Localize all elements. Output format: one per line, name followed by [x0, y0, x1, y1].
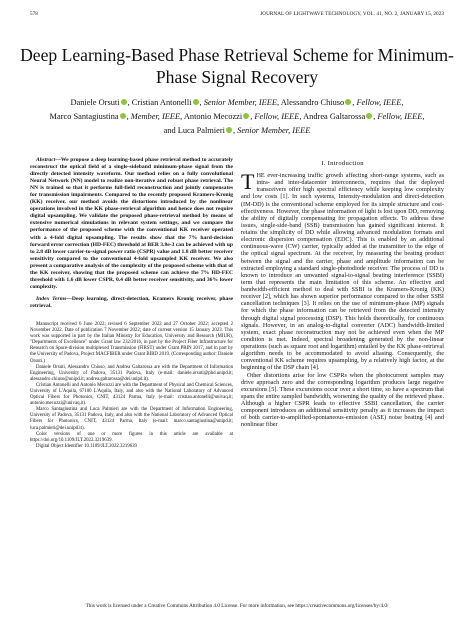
- orcid-icon[interactable]: [243, 113, 249, 119]
- abstract-text: —We propose a deep learning-based phase retrieval method to accurately reconstruct the optical field of a single-sideband minimum-phase signal from the directly detected intensity waveform. Our method relies on a fully convolutional Neural Network (NN) model to realize non-iterative and robust phase retrieval. The NN is trained so that it performs full-field reconstruction and jointly compensates for transmission impairments. Compared to the recently proposed Kramers-Kronig (KK) receiver, our method avoids the distortions introduced by the nonlinear operations involved in the KK phase-retrieval algorithm and hence does not require digital upsampling. We validate the proposed phase-retrieval method by means of extensive numerical simulations in relevant system settings, and we compare the performance of the proposed scheme with the conventional KK receiver operated with a 4-fold digital upsampling. The results show that the 7% hard-decision forward error correction (HD-FEC) threshold at BER 3.8e-3 can be achieved with up to 2.8 dB lower carrier-to-signal power ratio (CSPR) value and 1.8 dB better receiver sensitivity compared to the conventional 4-fold upsampled KK receiver. We also present a comparative analysis of the complexity of the proposed scheme with that of the KK receiver, showing that the proposed scheme can achieve the 7% HD-FEC threshold with 1.6 dB lower CSPR, 0.4 dB better receiver sensitivity, and 36% lower complexity.: [30, 157, 233, 290]
- author-affiliation: Member, IEEE: [130, 112, 181, 121]
- footnote-affiliation: Daniele Orsuti, Alessandro Chiuso, and Andrea Galtarossa are with the Department of Information Engineering, University of Padova, 35131 Padova, Italy (e-mail: daniele.orsuti@phd.unipd.it; alessandro.chiuso@unipd.it; andrea.galtarossa@dei.unipd.it).: [30, 364, 233, 382]
- orcid-icon[interactable]: [121, 99, 127, 105]
- index-terms: [30, 296, 233, 310]
- author-name: Antonio Mecozzi: [183, 112, 243, 121]
- author-affiliation: Fellow, IEEE: [254, 112, 300, 121]
- abstract-label: Abstract: [36, 157, 56, 163]
- footnote-affiliation: Cristian Antonelli and Antonio Mecozzi are with the Department of Physical and Chemical Sciences, University of L'Aquila, 67100 L'Aquila, Italy, and also with the National Laboratory of Advanced Optical Fibers for Photonics, CNIT, 43124 Parma, Italy (e-mail: cristian.antonelli@univaq.it; antonio.mecozzi@univaq.it).: [30, 382, 233, 407]
- intro-text: HE ever-increasing traffic growth affecting short-range systems, such as intra- and inter-datacenter interconnects, requires that the deployed transceivers offer high spectral efficiency while keeping low complexity and low costs [1]. In such systems, Intensity-modulation and direct-detection (IM-DD) is the conventional scheme employed for its simple structure and cost-effectiveness. However, the phase information of light is lost upon DD, removing the ability of digitally compensating for propagation effects. To address these issues, single-side-band (SSB) transmission has gained significant interest. It retains the simplicity of DD while allowing advanced modulation formats and electronic dispersion compensation (EDC). This is enabled by an additional continuous-wave (CW) carrier, typically added at the transmitter to the edge of the optical signal spectrum. At the receiver, by measuring the beating product between the signal and the carrier, phase and amplitude information can be extracted employing a standard single-photodiode receiver. The process of DD is known to introduce an unwanted signal-to-signal beating interference (SSBI) term that represents the main limitation of this scheme. An effective and bandwidth-efficient method to deal with SSBI is the Kramers-Kronig (KK) receiver [2], which has shown superior performance compared to the other SSBI cancellation techniques [3]. It relies on the use of minimum-phase (MP) signals for which the phase information can be retrieved from the detected intensity through digital signal processing (DSP). This holds theoretically, for continuous signals. However, in an analog-to-digital converter (ADC) bandwidth-limited system, exact phase reconstruction may not be achieved even when the MP condition is met. Indeed, spectral broadening generated by the non-linear operations (such as square root and logarithm) entailed by the KK phase-retrieval algorithm needs to be accommodated to avoid aliasing. Consequently, the conventional KK scheme requires upsampling, by a relatively high factor, at the beginning of the DSP chain [4].: [241, 172, 444, 372]
- author-list: [20, 96, 454, 138]
- footnote-doi: Digital Object Identifier 10.1109/JLT.2022.3219639: [36, 443, 137, 449]
- author-affiliation: Senior Member, IEEE: [237, 126, 311, 135]
- footnote-manuscript: Manuscript received 6 June 2022; revised 6 September 2022 and 27 October 2022; accepted 2 November 2022. Date of publication 7 November 2022; date of current version 15 January 2023. This work was supported in part by the Italian Ministry for Education, University and Research (MIUR), "Departments of Excellence" under Grant law 232/2016, in part by the Project Fiber Infrastructure for Research on Space-division multiplexed Transmission (FIRST) under Grant PRIN 2017, and in part by the University of Padova, Project MACFIBER under Grant BIRD 2019. (Corresponding author: Daniele Orsuti.): [30, 321, 233, 364]
- author-name: Marco Santagiustina: [49, 112, 119, 121]
- orcid-icon[interactable]: [226, 127, 232, 133]
- author-affiliation: Fellow, IEEE: [377, 112, 423, 121]
- index-terms-text: —Deep learning, direct-detection, Kramers Kronig receiver, phase retrieval.: [30, 295, 233, 309]
- intro-paragraph: [241, 169, 444, 372]
- page-number: 578: [30, 11, 38, 17]
- second-paragraph: Other distortions arise for low CSPRs when the photocurrent samples may drive approach zero and the corresponding logarithm produces large negative excursions [5]. These excursions occur over a short time, so have a spectrum that spans the entire sampled bandwidth, worsening the quality of the retrieved phase. Although a higher CSPR leads to effective SSBI cancellation, the carrier component introduces an additional sensitivity penalty as it increases the impact of both carrier-to-amplified-spontaneous-emission (ASE) noise beating [4] and nonlinear fiber: [241, 371, 444, 429]
- author-line-2: Marco Santagiustina , Member, IEEE, Antonio Mecozzi , Fellow, IEEE, Andrea Galtarossa , Fellow, IEEE,: [49, 112, 425, 121]
- right-column: [241, 157, 444, 429]
- author-line-3: and Luca Palmieri , Senior Member, IEEE: [163, 126, 311, 135]
- section-heading: I. Introduction: [321, 160, 364, 167]
- author-name: Cristian Antonelli: [131, 98, 192, 107]
- author-affiliation: Fellow, IEEE: [356, 98, 402, 107]
- running-header: [30, 11, 444, 20]
- abstract: [30, 157, 233, 291]
- left-column: [30, 157, 233, 450]
- orcid-icon[interactable]: [366, 113, 372, 119]
- author-affiliation: Senior Member, IEEE: [203, 98, 277, 107]
- author-name: and Luca Palmieri: [163, 126, 225, 135]
- author-name: Alessandro Chiuso: [280, 98, 345, 107]
- license-footer: This work is licensed under a Creative Commons Attribution 4.0 License. For more information, see https://creativecommons.org/licenses/by/4.0/: [85, 603, 389, 609]
- journal-name: JOURNAL OF LIGHTWAVE TECHNOLOGY, VOL. 41, NO. 2, JANUARY 15, 2023: [260, 11, 444, 17]
- footnote-affiliation: Marco Santagiustina and Luca Palmieri are with the Department of Information Engineering, University of Padova, 35131 Padova, Italy, and also with the National Laboratory of Advanced Optical Fibers for Photonics, CNIT, 43124 Parma, Italy (e-mail: marco.santagiustina@unipd.it; luca.palmieri@dei.unipd.it).: [30, 407, 233, 431]
- orcid-icon[interactable]: [345, 99, 351, 105]
- orcid-icon[interactable]: [193, 99, 199, 105]
- author-line-1: Daniele Orsuti , Cristian Antonelli , Senior Member, IEEE, Alessandro Chiuso , Fellow, IEEE,: [70, 98, 404, 107]
- index-terms-label: Index Terms: [36, 295, 67, 302]
- author-name: Daniele Orsuti: [70, 98, 120, 107]
- drop-cap: T: [241, 169, 255, 195]
- author-name: Andrea Galtarossa: [303, 112, 366, 121]
- paper-title: Deep Learning-Based Phase Retrieval Scheme for Minimum-Phase Signal Recovery: [20, 45, 454, 87]
- orcid-icon[interactable]: [120, 113, 126, 119]
- footnote-color-versions: Color versions of one or more figures in this article are available at https://doi.org/10.1109/JLT.2022.3219639.: [30, 431, 233, 443]
